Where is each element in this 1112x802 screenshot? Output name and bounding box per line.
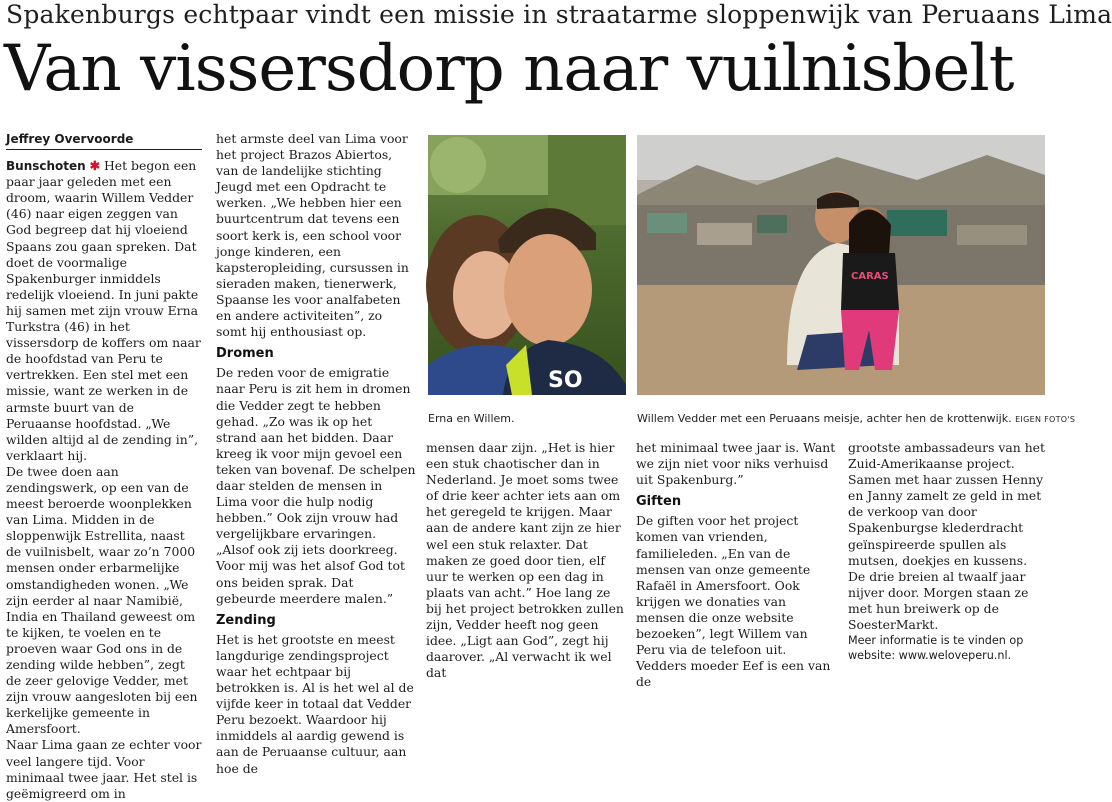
photo-illustration (428, 135, 626, 395)
headline: Van vissersdorp naar vuilnisbelt (4, 32, 1014, 106)
kicker: Spakenburgs echtpaar vindt een missie in straatarme sloppenwijk van Peruaans Lima (6, 0, 1112, 29)
photo2-caption (637, 412, 1075, 425)
paragraph: het armste deel van Lima voor het project Brazos Abiertos, van de landelijke stichting Jeugd met een Opdracht te werken. „We hebben hier een buurtcentrum dat tevens een soort kerk is, een school voor jonge kinderen, een kapsteropleiding, cursussen in sieraden maken, tienerwerk, Spaanse les voor analfabeten en andere activiteiten”, zo somt hij enthousiast op. (216, 131, 409, 340)
paragraph: Naar Lima gaan ze echter voor veel langere tijd. Voor minimaal twee jaar. Het stel is geëmigreerd om in (6, 737, 202, 801)
photo-illustration (637, 135, 1045, 395)
photo1-caption: Erna en Willem. (428, 412, 515, 425)
photo-credit: EIGEN FOTO'S (1015, 415, 1076, 424)
paragraph: Het is het grootste en meest langdurige zendingsproject waar het echtpaar bij betrokken is. Al is het wel al de vijfde keer in totaal dat Vedder Peru bezoekt. Waardoor hij inmiddels al aardig gewend is aan de Peruaanse cultuur, aan hoe de (216, 631, 414, 776)
dateline: Bunschoten (6, 159, 86, 174)
shirt-print: SO (548, 368, 583, 393)
lead-text: Het begon een paar jaar geleden met een droom, waarin Willem Vedder (46) naar eigen zeggen van God begreep dat hij vloeiend Spaans zou gaan spreken. Dat doet de voormalige Spakenburger inmiddels redelijk vloeiend. In juni pakte hij samen met zijn vrouw Erna Turkstra (46) in het vissersdorp de koffers om naar de hoofdstad van Peru te vertrekken. Een stel met een missie, want ze werken in de armste buurt van de Peruaanse hoofdstad. „We wilden altijd al de zending in”, verklaart hij. (6, 158, 201, 463)
photo-erna-willem (428, 135, 626, 395)
column-1 (6, 131, 202, 802)
subheading-giften: Giften (636, 494, 682, 510)
subheading-zending: Zending (216, 612, 276, 628)
byline: Jeffrey Overvoorde (6, 131, 202, 150)
paragraph: De giften voor het project komen van vrienden, familieleden. „En van de mensen van onze gemeente Rafaël in Amersfoort. Ook krijgen we donaties van mensen die onze website bezoeken”, legt Willem van Peru via de telefoon uit. Vedders moeder Eef is een van de (636, 513, 831, 690)
shirt-print: CARAS (851, 271, 889, 282)
asterisk-icon: ✱ (89, 158, 101, 174)
paragraph: De reden voor de emigratie naar Peru is zit hem in dromen die Vedder zegt te hebben gehad. „Zo was ik op het strand aan het bidden. Daar kreeg ik voor mijn gevoel een teken van bovenaf. De schelpen daar stelden de mensen in Lima voor die hulp nodig hebben.” Ook zijn vrouw had vergelijkbare ervaringen. „Alsof ook zij iets doorkreeg. Voor mij was het alsof God tot ons beiden sprak. Dat gebeurde meerdere malen.” (216, 365, 416, 606)
photo2-caption-text: Willem Vedder met een Peruaans meisje, achter hen de krottenwijk. (637, 412, 1012, 425)
paragraph: grootste ambassadeurs van het Zuid-Amerikaanse project. Samen met haar zussen Henny en Janny zamelt ze geld in met de verkoop van door Spakenburgse klederdracht geïnspireerde spullen als mutsen, doekjes en kussens. De drie breien al twaalf jaar nijver door. Morgen staan ze met hun breiwerk op de SoesterMarkt. (848, 440, 1045, 633)
column-4 (636, 440, 836, 690)
subheading-dromen: Dromen (216, 346, 274, 362)
paragraph: het minimaal twee jaar is. Want we zijn niet voor niks verhuisd uit Spakenburg.” (636, 440, 836, 488)
lead-paragraph (6, 158, 202, 464)
column-2 (216, 131, 416, 777)
paragraph: De twee doen aan zendingswerk, op een van de meest beroerde woonplekken van Lima. Midden in de sloppenwijk Estrellita, naast de vuilnisbelt, waar zo’n 7000 mensen onder erbarmelijke omstandigheden wonen. „We zijn eerder al naar Namibië, India en Thailand geweest om te kijken, te voelen en te proeven waar God ons in de zending wilde hebben”, zegt de zeer gelovige Vedder, met zijn vrouw aangesloten bij een kerkelijke gemeente in Amersfoort. (6, 463, 198, 737)
column-3 (426, 440, 630, 681)
paragraph: mensen daar zijn. „Het is hier een stuk chaotischer dan in Nederland. Je moet soms twee of drie keer achter iets aan om het geregeld te krijgen. Maar aan de andere kant zijn ze hier wel een stuk relaxter. Dat maken ze goed door tien, elf uur te werken op een dag in plaats van acht.” Hoe lang ze bij het project betrokken zullen zijn, Vedder heeft nog geen idee. „Ligt aan God”, zegt hij daarover. „Al verwacht ik wel dat (426, 440, 624, 681)
column-5 (848, 440, 1048, 663)
info-line: Meer informatie is te vinden op website: www.weloveperu.nl. (848, 634, 1024, 663)
photo-willem-girl (637, 135, 1045, 395)
